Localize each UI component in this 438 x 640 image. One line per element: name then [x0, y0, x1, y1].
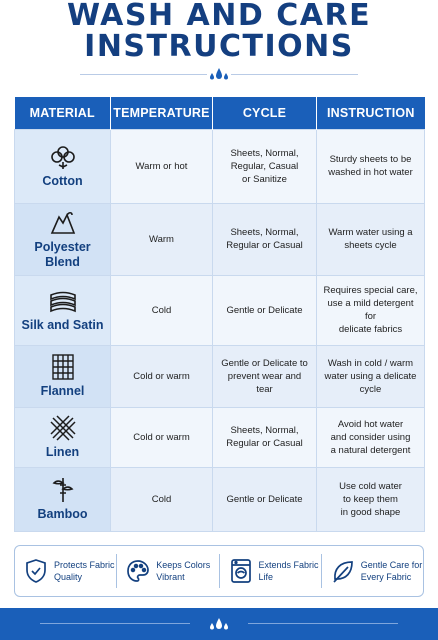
page-title — [0, 0, 438, 62]
shield-check-icon — [23, 558, 49, 584]
plaid-grid-icon — [48, 353, 78, 381]
table-row — [15, 129, 425, 203]
table-row — [15, 203, 425, 275]
instruction-cell: Avoid hot water and consider using a natural detergent — [317, 407, 425, 467]
benefit-item — [220, 554, 322, 588]
instruction-cell: Requires special care, use a mild detergent for delicate fabrics — [317, 275, 425, 345]
benefit-item — [117, 554, 219, 588]
title-line-1: WASH AND CARE — [66, 0, 372, 33]
table-header-row — [15, 97, 425, 129]
temperature-cell: Warm or hot — [111, 129, 213, 203]
instruction-cell: Warm water using a sheets cycle — [317, 203, 425, 275]
woven-linen-icon — [48, 414, 78, 442]
temperature-cell: Cold — [111, 275, 213, 345]
material-name: Linen — [45, 445, 80, 459]
instruction-cell: Wash in cold / warm water using a delicate cycle — [317, 345, 425, 407]
washing-machine-icon — [228, 558, 254, 584]
cycle-cell: Gentle or Delicate to prevent wear and tear — [213, 345, 317, 407]
material-name: Bamboo — [37, 507, 88, 521]
footer-line-left — [40, 623, 190, 624]
material-cell — [15, 275, 111, 345]
footer-line-right — [248, 623, 398, 624]
material-cell — [15, 345, 111, 407]
footer-bar — [0, 608, 438, 640]
material-name: Cotton — [42, 174, 83, 188]
header-instruction: INSTRUCTION — [317, 97, 425, 129]
care-table — [14, 97, 425, 532]
bamboo-icon — [48, 476, 78, 504]
material-name: Silk and Satin — [21, 318, 104, 332]
polyester-icon — [48, 209, 78, 237]
benefit-label: Keeps Colors Vibrant — [156, 560, 211, 582]
benefit-item — [322, 554, 423, 588]
benefit-label: Protects Fabric Quality — [54, 560, 115, 582]
table-row — [15, 407, 425, 467]
cycle-cell: Sheets, Normal, Regular or Casual — [213, 203, 317, 275]
leaf-icon — [330, 558, 356, 584]
instruction-cell: Sturdy sheets to be washed in hot water — [317, 129, 425, 203]
temperature-cell: Cold or warm — [111, 345, 213, 407]
cycle-cell: Gentle or Delicate — [213, 467, 317, 531]
cotton-icon — [48, 143, 78, 171]
water-drops-icon — [207, 616, 231, 632]
header-temperature: TEMPERATURE — [111, 97, 213, 129]
palette-icon — [125, 558, 151, 584]
table-row — [15, 467, 425, 531]
material-name: Polyester Blend — [34, 239, 91, 269]
table-row — [15, 275, 425, 345]
material-cell — [15, 467, 111, 531]
material-cell — [15, 203, 111, 275]
header-material: MATERIAL — [15, 97, 111, 129]
cycle-cell: Gentle or Delicate — [213, 275, 317, 345]
temperature-cell: Cold — [111, 467, 213, 531]
material-cell — [15, 407, 111, 467]
material-name: Flannel — [40, 384, 85, 398]
cycle-cell: Sheets, Normal, Regular, Casual or Sanitize — [213, 129, 317, 203]
cycle-cell: Sheets, Normal, Regular or Casual — [213, 407, 317, 467]
folded-fabric-icon — [48, 287, 78, 315]
temperature-cell: Warm — [111, 203, 213, 275]
material-cell — [15, 129, 111, 203]
table-row — [15, 345, 425, 407]
benefit-item — [15, 554, 117, 588]
benefit-label: Extends Fabric Life — [258, 560, 319, 582]
benefits-bar — [14, 545, 424, 597]
title-line-2: INSTRUCTIONS — [84, 29, 354, 64]
water-drops-icon — [207, 66, 231, 82]
temperature-cell: Cold or warm — [111, 407, 213, 467]
instruction-cell: Use cold water to keep them in good shape — [317, 467, 425, 531]
header-cycle: CYCLE — [213, 97, 317, 129]
benefit-label: Gentle Care for Every Fabric — [360, 560, 423, 582]
